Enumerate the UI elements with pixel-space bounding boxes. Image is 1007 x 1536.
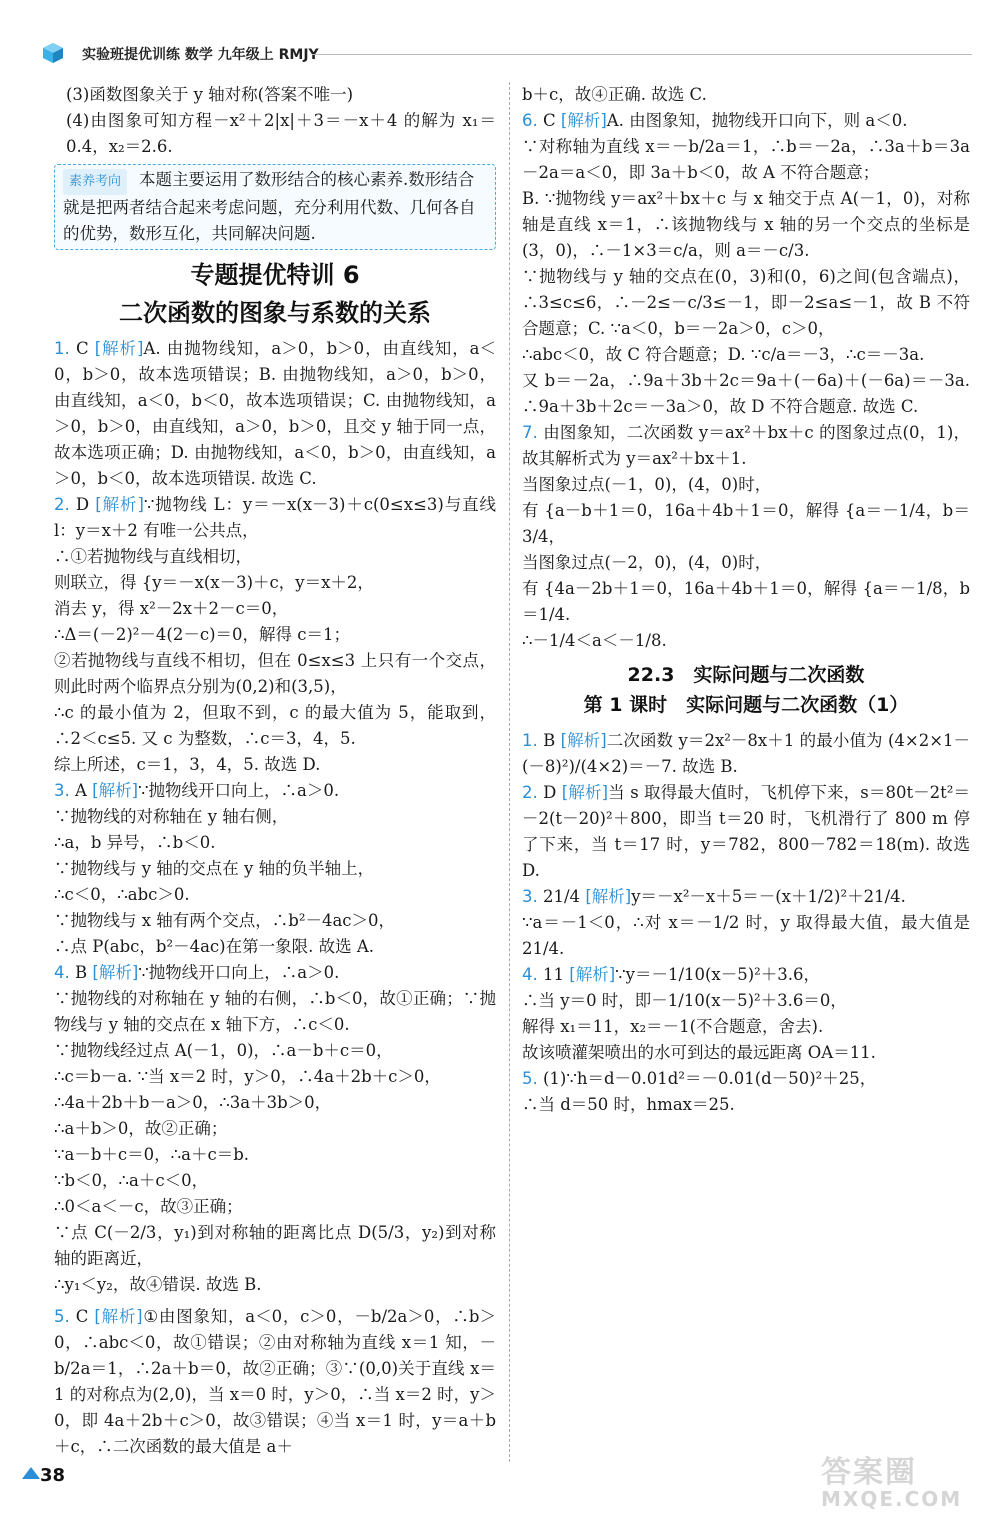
text-line: ∵抛物线经过点 A(－1，0)，∴a－b＋c＝0， <box>54 1041 393 1060</box>
text-line: ∴当 d＝50 时，hmax＝25. <box>522 1095 735 1114</box>
text-line: B. ∵抛物线 y＝ax²＋bx＋c 与 x 轴交于点 A(－1，0)，对称轴是直线 x＝1，∴该抛物线与 x 轴的另一个交点的坐标是(3，0)，∴－1×3＝c/a，则 a＝－c/3. <box>522 189 970 260</box>
watermark: 答案圈 MXQE.COM <box>821 1455 963 1511</box>
text-line: ∴点 P(abc，b²－4ac)在第一象限. 故选 A. <box>54 937 375 956</box>
text-line: 当图象过点(－2，0)，(4，0)时， <box>522 553 772 572</box>
section-title: 专题提优特训 6 <box>190 261 360 289</box>
text-line: 又 b＝－2a，∴9a＋3b＋2c＝9a＋(－6a)＋(－6a)＝－3a. ∴9a＋3b＋2c＝－3a＞0，故 D 不符合题意. 故选 C. <box>522 371 970 416</box>
text-line: ∴4a＋2b＋b－a＞0，∴3a＋3b＞0， <box>54 1093 332 1112</box>
header-rule <box>312 54 972 55</box>
text-line: ∴c 的最小值为 2，但取不到，c 的最大值为 5，能取到，∴2＜c≤5. 又 c 为整数，∴c＝3，4，5. <box>54 703 496 748</box>
column-divider <box>509 82 510 1462</box>
answer-item-4: 4. B [ 解析 ] ∵抛物线开口向上，∴a＞0. <box>54 960 496 986</box>
text-line: ∵抛物线与 y 轴的交点在 y 轴的负半轴上， <box>54 859 375 878</box>
text-line: 则联立，得 {y＝－x(x－3)＋c，y＝x＋2， <box>54 573 374 592</box>
text-line: ②若抛物线与直线不相切，但在 0≤x≤3 上只有一个交点，则此时两个临界点分别为(0,2)和(3,5)， <box>54 651 496 696</box>
answer-item-1: 1. C [ 解析 ] A. 由抛物线知，a＞0，b＞0，由直线知，a＜0，b＞0，故本选项错误；B. 由抛物线知，a＞0，b＞0，由直线知，a＜0，b＜0，故本选项错误；C. 由抛物线知，a＞0，b＞0，由直线知，a＞0，b＞0，且交 y 轴于同一点，故本选项正确；D. 由抛物线知，a＜0，b＞0，由直线知，a＞0，b＜0，故本选项错误. 故选 C. <box>54 336 496 492</box>
left-column <box>54 82 496 1460</box>
text-line: ∵对称轴为直线 x＝－b/2a＝1，∴b＝－2a，∴3a＋b＝3a－2a＝a＜0，即 3a＋b＜0，故 A 不符合题意； <box>522 137 970 182</box>
lesson-answer-5: 5. (1)∵h＝d－0.01d²＝－0.01(d－50)²＋25， <box>522 1069 877 1088</box>
text-line: ∴a＋b＞0，故②正确； <box>54 1119 228 1138</box>
text-line: ∴0＜a＜－c，故③正确； <box>54 1197 243 1216</box>
text-line: 消去 y，得 x²－2x＋2－c＝0， <box>54 599 289 618</box>
text-line: ∴Δ＝(－2)²－4(2－c)＝0，解得 c＝1； <box>54 625 350 644</box>
cube-logo-icon <box>42 42 64 64</box>
text-line: 有 {a－b＋1＝0，16a＋4b＋1＝0，解得 {a＝－1/4，b＝3/4， <box>522 501 970 546</box>
text-line: (3)函数图象关于 y 轴对称(答案不唯一) <box>66 85 354 104</box>
text-line: ∴abc＜0，故 C 符合题意；D. ∵c/a＝－3，∴c＝－3a. <box>522 345 925 364</box>
text-line: (4)由图象可知方程－x²＋2|x|＋3＝－x＋4 的解为 x₁＝0.4，x₂＝2.6. <box>66 111 496 156</box>
text-line: ∵a－b＋c＝0，∴a＋c＝b. <box>54 1145 250 1164</box>
text-line: 解得 x₁＝11，x₂＝－1(不合题意，舍去). <box>522 1017 824 1036</box>
lesson-answer-2: 2. D [ 解析 ] 当 s 取得最大值时，飞机停下来，s＝80t－2t²＝－2(t－20)²＋800，即当 t＝20 时，飞机滑行了 800 m 停了下来，当 t＝17 时，y＝782，800－782＝18(m). 故选 D. <box>522 780 970 884</box>
text-line: ∴c＝b－a. ∵当 x＝2 时，y＞0，∴4a＋2b＋c＞0， <box>54 1067 441 1086</box>
text-line: ∴①若抛物线与直线相切， <box>54 547 252 566</box>
note-label: 素养考向 <box>63 169 127 195</box>
text-line: 综上所述，c＝1，3，4，5. 故选 D. <box>54 755 321 774</box>
text-line: ∵抛物线与 x 轴有两个交点，∴b²－4ac＞0， <box>54 911 396 930</box>
text-line: ∴c＜0，∴abc＞0. <box>54 885 190 904</box>
text-line: ∵b＜0，∴a＋c＜0， <box>54 1171 209 1190</box>
answer-item-7: 7. 由图象知，二次函数 y＝ax²＋bx＋c 的图象过点(0，1)，故其解析式为 y＝ax²＋bx＋1. <box>522 423 970 468</box>
arrow-up-icon <box>22 1467 40 1479</box>
lesson-subtitle: 第 1 课时 实际问题与二次函数（1） <box>583 694 909 716</box>
right-column <box>522 82 970 1118</box>
text-line: 当图象过点(－1，0)，(4，0)时， <box>522 475 772 494</box>
text-line: b＋c，故④正确. 故选 C. <box>522 85 707 104</box>
text-line: ∵抛物线与 y 轴的交点在(0，3)和(0，6)之间(包含端点)，∴3≤c≤6，∴－2≤－c/3≤－1，即－2≤a≤－1，故 B 不符合题意；C. ∵a＜0，b＝－2a＞0，c＞0， <box>522 267 970 338</box>
note-text: 本题主要运用了数形结合的核心素养.数形结合就是把两者结合起来考虑问题，充分利用代数、几何各自的优势，数形互化，共同解决问题. <box>63 170 476 243</box>
page-header <box>42 40 972 70</box>
text-line: ∵抛物线的对称轴在 y 轴右侧， <box>54 807 289 826</box>
text-line: 有 {4a－2b＋1＝0，16a＋4b＋1＝0，解得 {a＝－1/8，b＝1/4. <box>522 579 970 624</box>
answer-item-2: 2. D [ 解析 ] ∵抛物线 L：y＝－x(x－3)＋c(0≤x≤3)与直线 l：y＝x＋2 有唯一公共点， <box>54 492 496 544</box>
lesson-answer-4: 4. 11 [ 解析 ] ∵y＝－1/10(x－5)²＋3.6， <box>522 962 970 988</box>
text-line: ∴当 y＝0 时，即－1/10(x－5)²＋3.6＝0， <box>522 991 847 1010</box>
text-line: ∴－1/4＜a＜－1/8. <box>522 631 667 650</box>
answer-item-3: 3. A [ 解析 ] ∵抛物线开口向上，∴a＞0. <box>54 778 496 804</box>
page-number: 38 <box>22 1463 80 1489</box>
text-line: ∵点 C(－2/3，y₁)到对称轴的距离比点 D(5/3，y₂)到对称轴的距离近， <box>54 1223 496 1268</box>
text-line: ∵抛物线的对称轴在 y 轴的右侧，∴b＜0，故①正确；∵抛物线与 y 轴的交点在 x 轴下方，∴c＜0. <box>54 989 496 1034</box>
text-line: 故该喷灌架喷出的水可到达的最远距离 OA＝11. <box>522 1043 876 1062</box>
answer-item-5: 5. C [ 解析 ] ①由图象知，a＜0，c＞0，－b/2a＞0，∴b＞0，∴abc＜0，故①错误；②由对称轴为直线 x＝1 知，－b/2a＝1，∴2a＋b＝0，故②正确；③∵(0,0)关于直线 x＝1 的对称点为(2,0)，当 x＝0 时，y＞0，∴当 x＝2 时，y＞0，即 4a＋2b＋c＞0，故③错误；④当 x＝1 时，y＝a＋b＋c，∴二次函数的最大值是 a＋ <box>54 1304 496 1460</box>
text-line: ∴y₁＜y₂，故④错误. 故选 B. <box>54 1275 262 1294</box>
literacy-note <box>54 164 496 250</box>
lesson-answer-3: 3. 21/4 [ 解析 ] y＝－x²－x＋5＝－(x＋1/2)²＋21/4. <box>522 884 970 910</box>
answer-item-6: 6. C [ 解析 ] A. 由图象知，抛物线开口向下，则 a＜0. <box>522 108 970 134</box>
lesson-section-title: 22.3 实际问题与二次函数 <box>627 664 865 686</box>
text-line: ∵a＝－1＜0，∴对 x＝－1/2 时，y 取得最大值，最大值是 21/4. <box>522 913 970 958</box>
text-line: ∴a，b 异号，∴b＜0. <box>54 833 216 852</box>
lesson-answer-1: 1. B [ 解析 ] 二次函数 y＝2x²－8x＋1 的最小值为 (4×2×1－(－8)²)/(4×2)＝－7. 故选 B. <box>522 728 970 780</box>
header-title: 实验班提优训练 数学 九年级上 RMJY <box>82 47 319 63</box>
section-subtitle: 二次函数的图象与系数的关系 <box>119 299 431 327</box>
